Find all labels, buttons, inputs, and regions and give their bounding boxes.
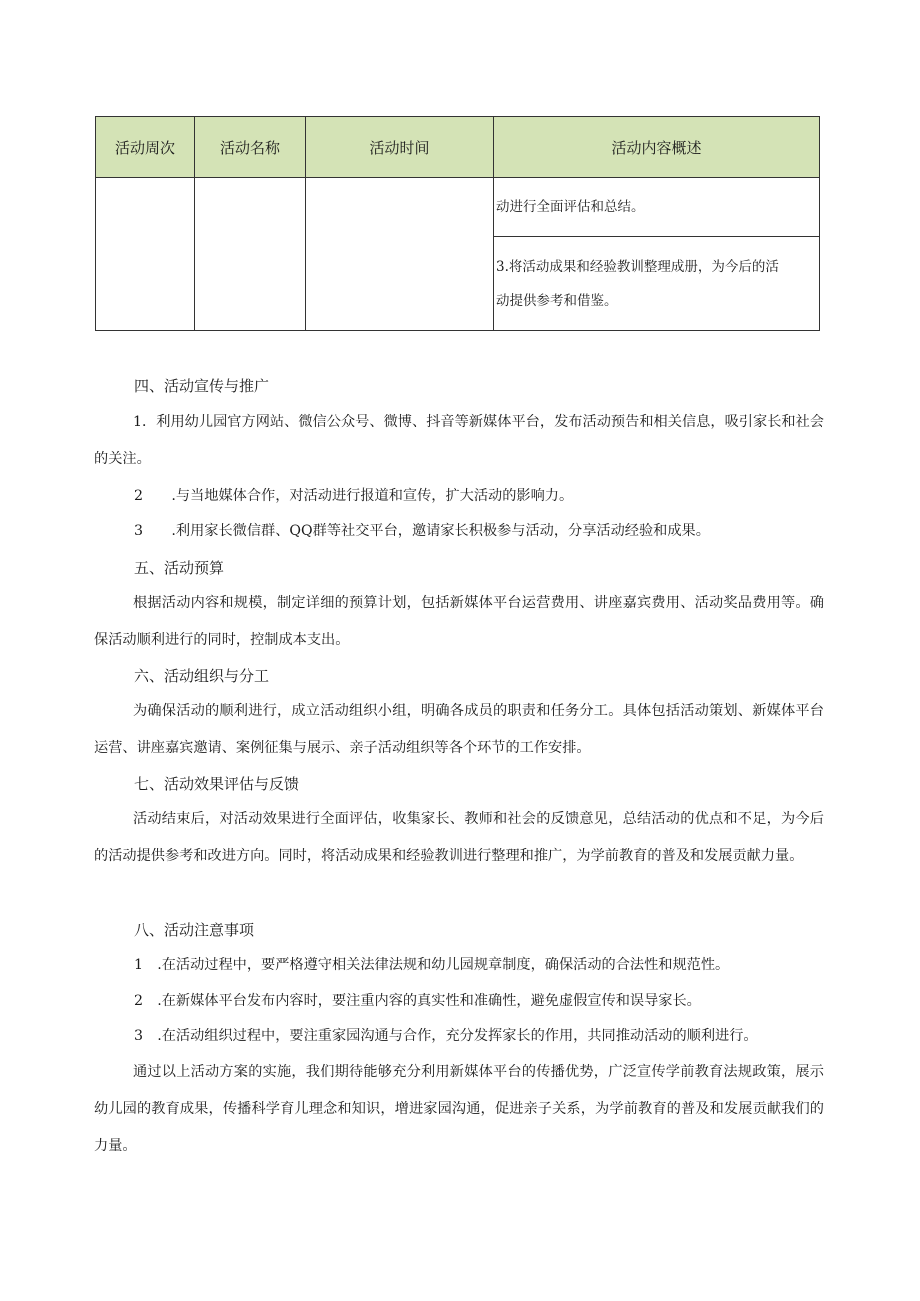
cell-overview-2	[494, 237, 820, 331]
section-6-text: 为确保活动的顺利进行，成立活动组织小组，明确各成员的职责和任务分工。具体包括活动策划、新媒体平台运营、讲座嘉宾邀请、案例征集与展示、亲子活动组织等各个环节的工作安排。	[94, 703, 824, 756]
cell-time	[306, 178, 494, 331]
section-4-heading: 四、活动宣传与推广	[134, 377, 270, 395]
section-4-item-1: 1．利用幼儿园官方网站、微信公众号、微博、抖音等新媒体平台，发布活动预告和相关信息，吸引家长和社会的关注。	[94, 414, 824, 467]
cell-week	[96, 178, 195, 331]
section-8-item-2: 2 .在新媒体平台发布内容时，要注重内容的真实性和准确性，避免虚假宣传和误导家长。	[134, 993, 701, 1009]
section-6-heading: 六、活动组织与分工	[134, 667, 270, 685]
cell-name	[195, 178, 306, 331]
section-5-heading: 五、活动预算	[134, 559, 225, 577]
section-4-item-2: 2 .与当地媒体合作，对活动进行报道和宣传，扩大活动的影响力。	[134, 488, 574, 504]
section-8-item-1: 1 .在活动过程中，要严格遵守相关法律法规和幼儿园规章制度，确保活动的合法性和规范性。	[134, 957, 730, 973]
section-8-heading: 八、活动注意事项	[134, 921, 255, 939]
section-8-item-3: 3 .在活动组织过程中，要注重家园沟通与合作，充分发挥家长的作用，共同推动活动的顺利进行。	[134, 1028, 758, 1044]
cell-overview-1	[494, 178, 820, 237]
activity-plan-table	[95, 116, 820, 331]
table-row	[96, 178, 820, 237]
header-name: 活动名称	[195, 117, 306, 178]
section-5-text: 根据活动内容和规模，制定详细的预算计划，包括新媒体平台运营费用、讲座嘉宾费用、活动奖品费用等。确保活动顺利进行的同时，控制成本支出。	[94, 595, 824, 648]
overview-text-2a: 3.将活动成果和经验教训整理成册，为今后的活	[496, 258, 779, 275]
section-7-heading: 七、活动效果评估与反馈	[134, 775, 300, 793]
table-header-row	[96, 117, 820, 178]
section-7-text: 活动结束后，对活动效果进行全面评估，收集家长、教师和社会的反馈意见，总结活动的优点和不足，为今后的活动提供参考和改进方向。同时，将活动成果和经验教训进行整理和推广，为学前教育的普及和发展贡献力量。	[94, 811, 824, 864]
overview-text-1: 动进行全面评估和总结。	[496, 199, 645, 215]
header-week: 活动周次	[96, 117, 195, 178]
closing-paragraph: 通过以上活动方案的实施，我们期待能够充分利用新媒体平台的传播优势，广泛宣传学前教育法规政策，展示幼儿园的教育成果，传播科学育儿理念和知识，增进家园沟通，促进亲子关系，为学前教育的普及和发展贡献我们的力量。	[94, 1064, 824, 1154]
header-overview: 活动内容概述	[494, 117, 820, 178]
overview-text-2b: 动提供参考和借鉴。	[496, 292, 618, 309]
section-4-item-3: 3 .利用家长微信群、QQ群等社交平台，邀请家长积极参与活动，分享活动经验和成果。	[134, 523, 710, 539]
header-time: 活动时间	[306, 117, 494, 178]
